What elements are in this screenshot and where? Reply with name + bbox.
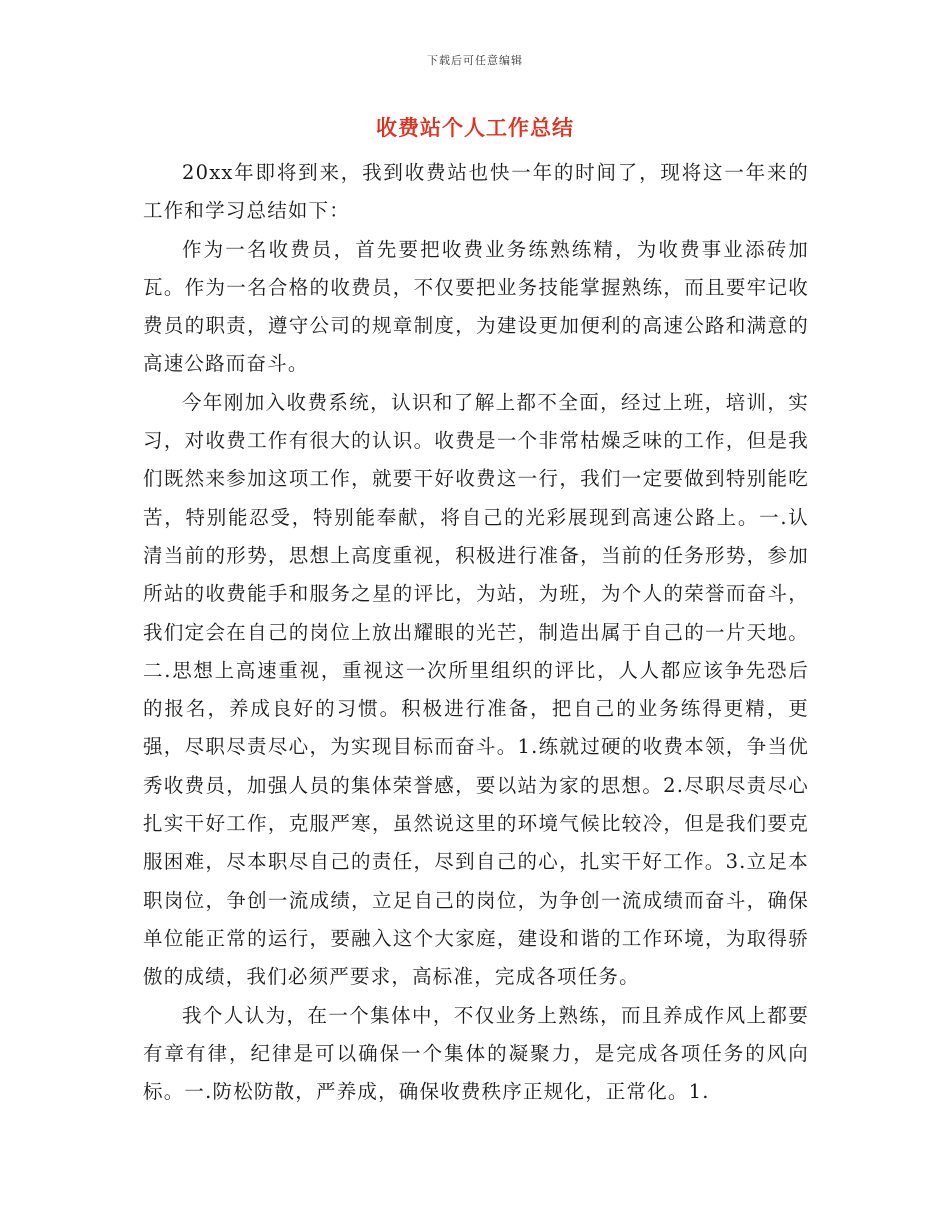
document-title: 收费站个人工作总结 bbox=[376, 115, 574, 140]
paragraph-work-review: 今年刚加入收费系统，认识和了解上都不全面，经过上班，培训，实习，对收费工作有很大的认识。收费是一个非常枯燥乏味的工作，但是我们既然来参加这项工作，就要干好收费这一行，我们一定要做到特别能吃苦，特别能忍受，特别能奉献，将自己的光彩展现到高速公路上。一.认清当前的形势，思想上高度重视，积极进行准备，当前的任务形势，参加所站的收费能手和服务之星的评比，为站，为班，为个人的荣誉而奋斗，我们定会在自己的岗位上放出耀眼的光芒，制造出属于自己的一片天地。二.思想上高速重视，重视这一次所里组织的评比，人人都应该争先恐后的报名，养成良好的习惯。积极进行准备，把自己的业务练得更精，更强，尽职尽责尽心，为实现目标而奋斗。1.练就过硬的收费本领，争当优秀收费员，加强人员的集体荣誉感，要以站为家的思想。2.尽职尽责尽心扎实干好工作，克服严寒，虽然说这里的环境气候比较冷，但是我们要克服困难，尽本职尽自己的责任，尽到自己的心，扎实干好工作。3.立足本职岗位，争创一流成绩，立足自己的岗位，为争创一流成绩而奋斗，确保单位能正常的运行，要融入这个大家庭，建设和谐的工作环境，为取得骄傲的成绩，我们必须严要求，高标准，完成各项任务。 bbox=[143, 390, 809, 989]
paragraph-discipline: 我个人认为，在一个集体中，不仅业务上熟练，而且养成作风上都要有章有律，纪律是可以确保一个集体的凝聚力，是完成各项任务的风向标。一.防松防散，严养成，确保收费秩序正规化，正常化。1. bbox=[143, 1003, 809, 1104]
document-body bbox=[143, 154, 809, 1111]
paragraph-duty: 作为一名收费员，首先要把收费业务练熟练精，为收费事业添砖加瓦。作为一名合格的收费员，不仅要把业务技能掌握熟练，而且要牢记收费员的职责，遵守公司的规章制度，为建设更加便利的高速公路和满意的高速公路而奋斗。 bbox=[143, 237, 809, 376]
paragraph-intro: 20xx年即将到来，我到收费站也快一年的时间了，现将这一年来的工作和学习总结如下： bbox=[143, 161, 809, 223]
page-header-note: 下载后可任意编辑 bbox=[427, 54, 523, 67]
